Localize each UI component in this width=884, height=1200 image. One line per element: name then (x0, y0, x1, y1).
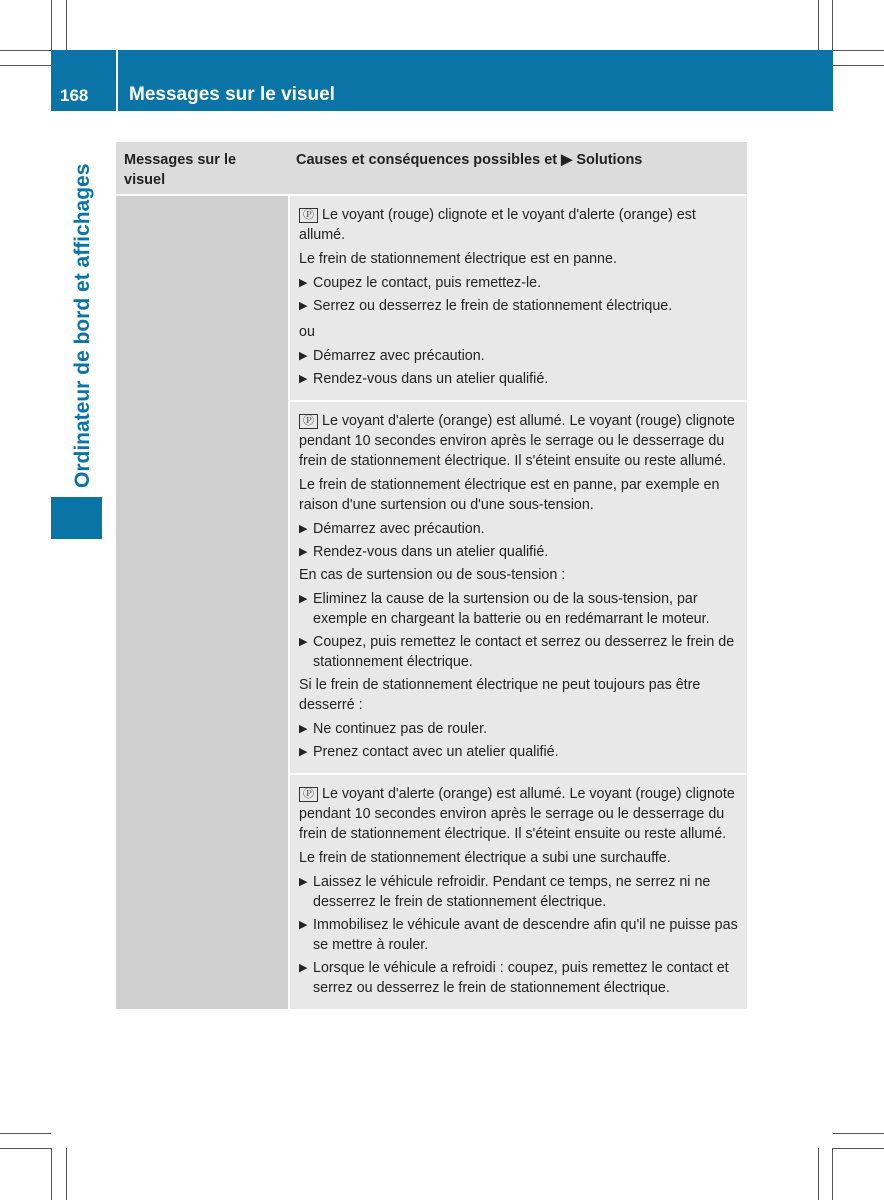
crop-mark (833, 65, 884, 66)
table-body (116, 196, 747, 1009)
list-item (299, 346, 740, 366)
list-item-text: Coupez le contact, puis remettez-le. (313, 275, 542, 291)
crop-mark (833, 50, 884, 51)
section-tab (51, 497, 102, 539)
list-item (299, 915, 740, 955)
section-label: Ordinateur de bord et affichages (71, 163, 94, 488)
list-item-text: Rendez-vous dans un atelier qualifié. (313, 371, 549, 387)
list-item (299, 273, 740, 293)
arrow-icon: ▶ (299, 277, 308, 289)
table-row (290, 196, 747, 400)
crop-mark (0, 1133, 51, 1134)
list-item-text: Coupez, puis remettez le contact et serrez ou desserrez le frein de stationnement électrique. (313, 634, 735, 670)
parking-brake-icon: Ⓟ (299, 414, 318, 429)
arrow-icon: ▶ (299, 746, 308, 758)
page-title: Messages sur le visuel (129, 84, 335, 105)
arrow-icon: ▶ (299, 350, 308, 362)
crop-mark (66, 0, 67, 50)
list-item (299, 519, 740, 539)
arrow-icon: ▶ (299, 636, 308, 648)
text: Le frein de stationnement électrique est en panne, par exemple en raison d'une surtension ou d'une sous-tension. (299, 477, 720, 513)
messages-table (116, 142, 747, 1009)
arrow-icon: ▶ (299, 876, 308, 888)
arrow-icon: ▶ (299, 723, 308, 735)
crop-mark (818, 1148, 819, 1200)
table-header (116, 142, 747, 194)
arrow-icon: ▶ (299, 523, 308, 535)
crop-mark (51, 0, 52, 50)
list-item-text: Prenez contact avec un atelier qualifié. (313, 744, 559, 760)
arrow-icon: ▶ (299, 593, 308, 605)
crop-mark (833, 1148, 884, 1149)
list-item-text: Immobilisez le véhicule avant de descendre afin qu'il ne puisse pas se mettre à rouler. (313, 917, 738, 953)
text: Le frein de stationnement électrique est en panne. (299, 251, 617, 267)
list-item-text: Laissez le véhicule refroidir. Pendant ce temps, ne serrez ni ne desserrez le frein de stationnement électrique. (313, 874, 711, 910)
causes-column (290, 196, 747, 1009)
list-item (299, 542, 740, 562)
list-item-text: Ne continuez pas de rouler. (313, 721, 488, 737)
arrow-icon: ▶ (299, 546, 308, 558)
list-item-text: Rendez-vous dans un atelier qualifié. (313, 544, 549, 560)
arrow-icon: ▶ (299, 373, 308, 385)
arrow-icon: ▶ (299, 962, 308, 974)
list-item (299, 742, 740, 762)
crop-mark (0, 65, 51, 66)
crop-mark (832, 1148, 833, 1200)
table-row (290, 775, 747, 1009)
list-item-text: Eliminez la cause de la surtension ou de la sous-tension, par exemple en chargeant la batterie ou en redémarrant le moteur. (313, 591, 710, 627)
list-item (299, 296, 740, 316)
parking-brake-icon: Ⓟ (299, 208, 318, 223)
column-header-causes: Causes et conséquences possibles et ▶ Solutions (296, 152, 643, 168)
list-item-text: Lorsque le véhicule a refroidi : coupez, puis remettez le contact et serrez ou desserrez le frein de stationnement électrique. (313, 960, 729, 996)
list-item-text: Démarrez avec précaution. (313, 348, 485, 364)
list-item (299, 719, 740, 739)
header-divider (116, 50, 118, 111)
text: Si le frein de stationnement électrique ne peut toujours pas être desserré : (299, 677, 701, 713)
arrow-icon: ▶ (299, 919, 308, 931)
text: Le voyant d'alerte (orange) est allumé. Le voyant (rouge) clignote pendant 10 secondes environ après le serrage ou le desserrage du frein de stationnement électrique. Il s'éteint ensuite ou reste allumé. (299, 413, 735, 469)
text: Le voyant (rouge) clignote et le voyant d'alerte (orange) est allumé. (299, 207, 696, 243)
list-item (299, 369, 740, 389)
list-item (299, 872, 740, 912)
crop-mark (66, 1148, 67, 1200)
message-column (116, 196, 288, 1009)
crop-mark (0, 50, 51, 51)
parking-brake-icon: Ⓟ (299, 787, 318, 802)
text: ou (299, 324, 315, 340)
text: Le frein de stationnement électrique a subi une surchauffe. (299, 850, 671, 866)
table-row (290, 402, 747, 773)
crop-mark (832, 0, 833, 50)
list-item-text: Serrez ou desserrez le frein de stationnement électrique. (313, 298, 673, 314)
crop-mark (833, 1133, 884, 1134)
crop-mark (0, 1148, 51, 1149)
list-item-text: Démarrez avec précaution. (313, 521, 485, 537)
list-item (299, 589, 740, 629)
list-item (299, 632, 740, 672)
arrow-icon: ▶ (299, 300, 308, 312)
crop-mark (818, 0, 819, 50)
text: En cas de surtension ou de sous-tension : (299, 567, 566, 583)
crop-mark (51, 1148, 52, 1200)
column-header-messages: Messages sur le visuel (124, 152, 237, 188)
page-number: 168 (60, 86, 89, 105)
text: Le voyant d'alerte (orange) est allumé. Le voyant (rouge) clignote pendant 10 secondes environ après le serrage ou le desserrage du frein de stationnement électrique. Il s'éteint ensuite ou reste allumé. (299, 786, 735, 842)
list-item (299, 958, 740, 998)
